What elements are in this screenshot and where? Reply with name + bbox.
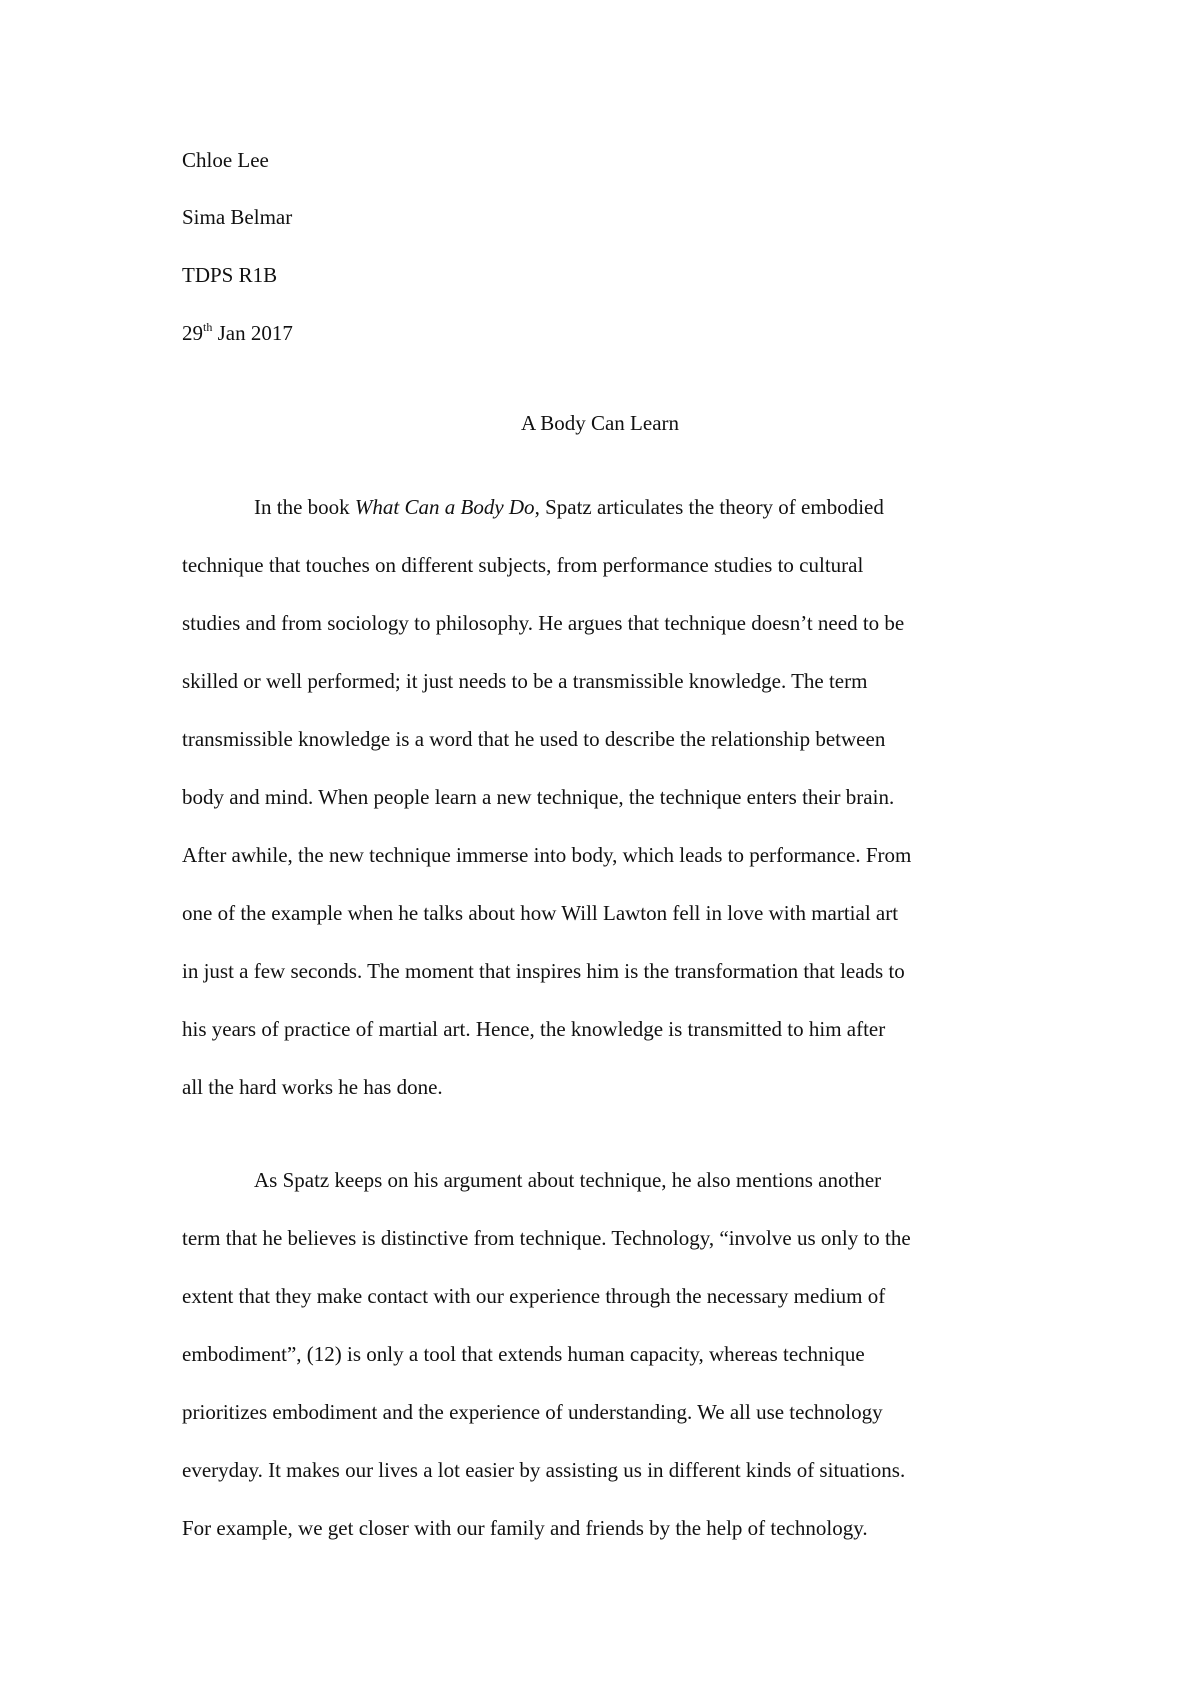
date-suffix: th xyxy=(203,320,213,334)
date-day: 29 xyxy=(182,321,203,345)
paragraph-line: his years of practice of martial art. Hence, the knowledge is transmitted to him after xyxy=(182,1017,886,1041)
paragraph-line: skilled or well performed; it just needs to be a transmissible knowledge. The term xyxy=(182,669,868,693)
date-line xyxy=(182,320,293,345)
paragraph-line: prioritizes embodiment and the experience of understanding. We all use technology xyxy=(182,1400,883,1424)
paragraph-line: In the book What Can a Body Do, Spatz articulates the theory of embodied xyxy=(254,495,884,519)
paragraph-line: one of the example when he talks about how Will Lawton fell in love with martial art xyxy=(182,901,899,925)
paragraph-line: After awhile, the new technique immerse into body, which leads to performance. From xyxy=(182,843,912,867)
course-name: TDPS R1B xyxy=(182,263,278,287)
book-title: What Can a Body Do xyxy=(354,495,535,519)
instructor-name: Sima Belmar xyxy=(182,205,293,229)
paragraph-line: extent that they make contact with our experience through the necessary medium of xyxy=(182,1284,886,1308)
paragraph-line: technique that touches on different subjects, from performance studies to cultural xyxy=(182,553,864,577)
date-rest: Jan 2017 xyxy=(212,321,293,345)
paragraph-line: embodiment”, (12) is only a tool that extends human capacity, whereas technique xyxy=(182,1342,865,1366)
paragraph-line: As Spatz keeps on his argument about technique, he also mentions another xyxy=(254,1168,882,1192)
paragraph-line: studies and from sociology to philosophy. He argues that technique doesn’t need to be xyxy=(182,611,905,635)
paragraph-line: term that he believes is distinctive from technique. Technology, “involve us only to the xyxy=(182,1226,911,1250)
paragraph-line: transmissible knowledge is a word that he used to describe the relationship between xyxy=(182,727,886,751)
paragraph-line: For example, we get closer with our family and friends by the help of technology. xyxy=(182,1516,868,1540)
document-title: A Body Can Learn xyxy=(520,411,680,435)
paragraph-line: body and mind. When people learn a new technique, the technique enters their brain. xyxy=(182,785,895,809)
author-name: Chloe Lee xyxy=(182,148,269,172)
paragraph-line: in just a few seconds. The moment that inspires him is the transformation that leads to xyxy=(182,959,905,983)
paragraph-line: all the hard works he has done. xyxy=(182,1075,443,1099)
paragraph-line: everyday. It makes our lives a lot easier by assisting us in different kinds of situations. xyxy=(182,1458,906,1482)
